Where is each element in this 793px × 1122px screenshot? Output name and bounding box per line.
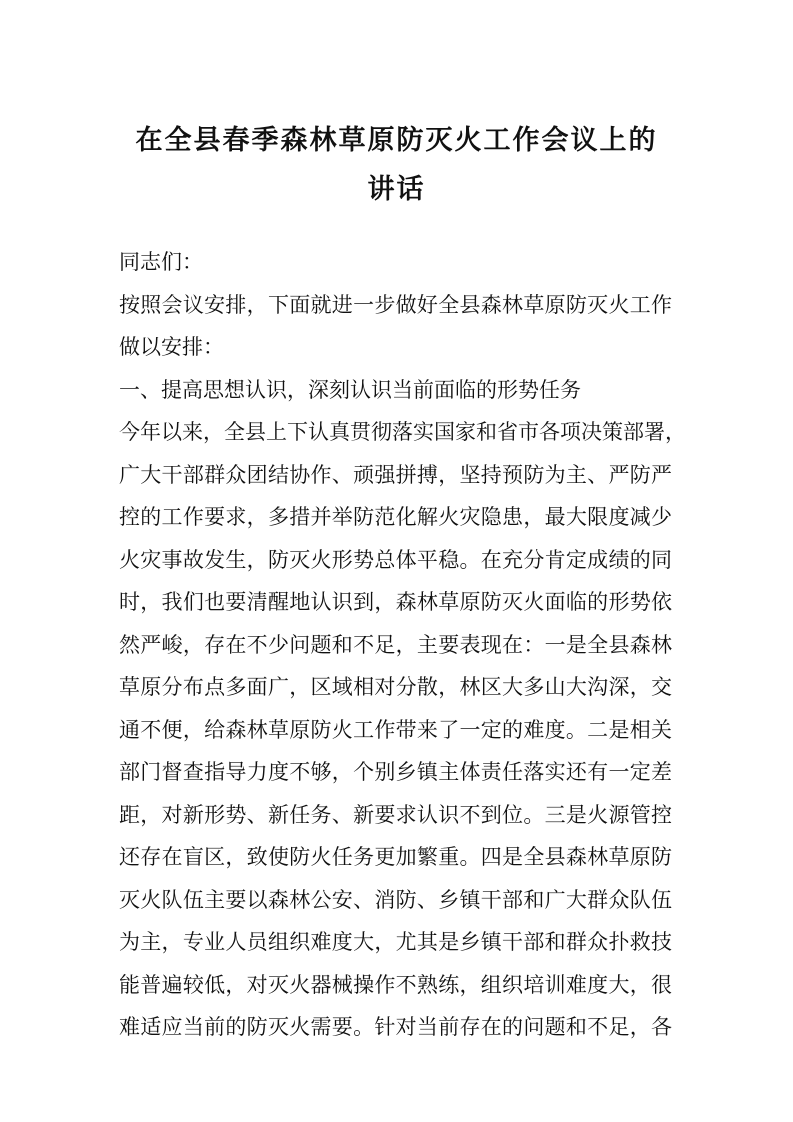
paragraph-line: 灭火队伍主要以森林公安、消防、乡镇干部和广大群众队伍 <box>119 887 672 912</box>
paragraph-line: 火灾事故发生，防灭火形势总体平稳。在充分肯定成绩的同 <box>119 547 672 572</box>
paragraph-line: 为主，专业人员组织难度大，尤其是乡镇干部和群众扑救技 <box>119 930 672 954</box>
document-title-line-2: 讲话 <box>367 174 426 205</box>
paragraph-line: 距，对新形势、新任务、新要求认识不到位。三是火源管控 <box>119 802 672 827</box>
paragraph-line: 难适应当前的防灭火需要。针对当前存在的问题和不足，各 <box>119 1015 672 1039</box>
paragraph-line: 草原分布点多面广，区域相对分散，林区大多山大沟深，交 <box>119 675 672 699</box>
paragraph-line: 控的工作要求，多措并举防范化解火灾隐患，最大限度减少 <box>119 505 672 529</box>
paragraph-line: 按照会议安排，下面就进一步做好全县森林草原防灭火工作 <box>119 292 672 317</box>
paragraph-line: 做以安排： <box>119 335 224 359</box>
paragraph-line: 还存在盲区，致使防火任务更加繁重。四是全县森林草原防 <box>119 845 672 869</box>
paragraph-line: 同志们： <box>119 250 203 274</box>
paragraph-line: 部门督查指导力度不够，个别乡镇主体责任落实还有一定差 <box>119 760 672 784</box>
paragraph-line: 能普遍较低，对灭火器械操作不熟练，组织培训难度大，很 <box>119 972 672 997</box>
paragraph-line: 广大干部群众团结协作、顽强拼搏，坚持预防为主、严防严 <box>119 462 672 487</box>
document-title-line-1: 在全县春季森林草原防灭火工作会议上的 <box>135 125 658 156</box>
paragraph-line: 通不便，给森林草原防火工作带来了一定的难度。二是相关 <box>119 717 672 742</box>
paragraph-line: 然严峻，存在不少问题和不足，主要表现在：一是全县森林 <box>119 632 672 657</box>
section-heading: 一、提高思想认识，深刻认识当前面临的形势任务 <box>119 377 581 402</box>
paragraph-line: 今年以来，全县上下认真贯彻落实国家和省市各项决策部署， <box>119 420 686 444</box>
paragraph-line: 时，我们也要清醒地认识到，森林草原防灭火面临的形势依 <box>119 590 672 614</box>
document-body <box>119 245 686 1053</box>
